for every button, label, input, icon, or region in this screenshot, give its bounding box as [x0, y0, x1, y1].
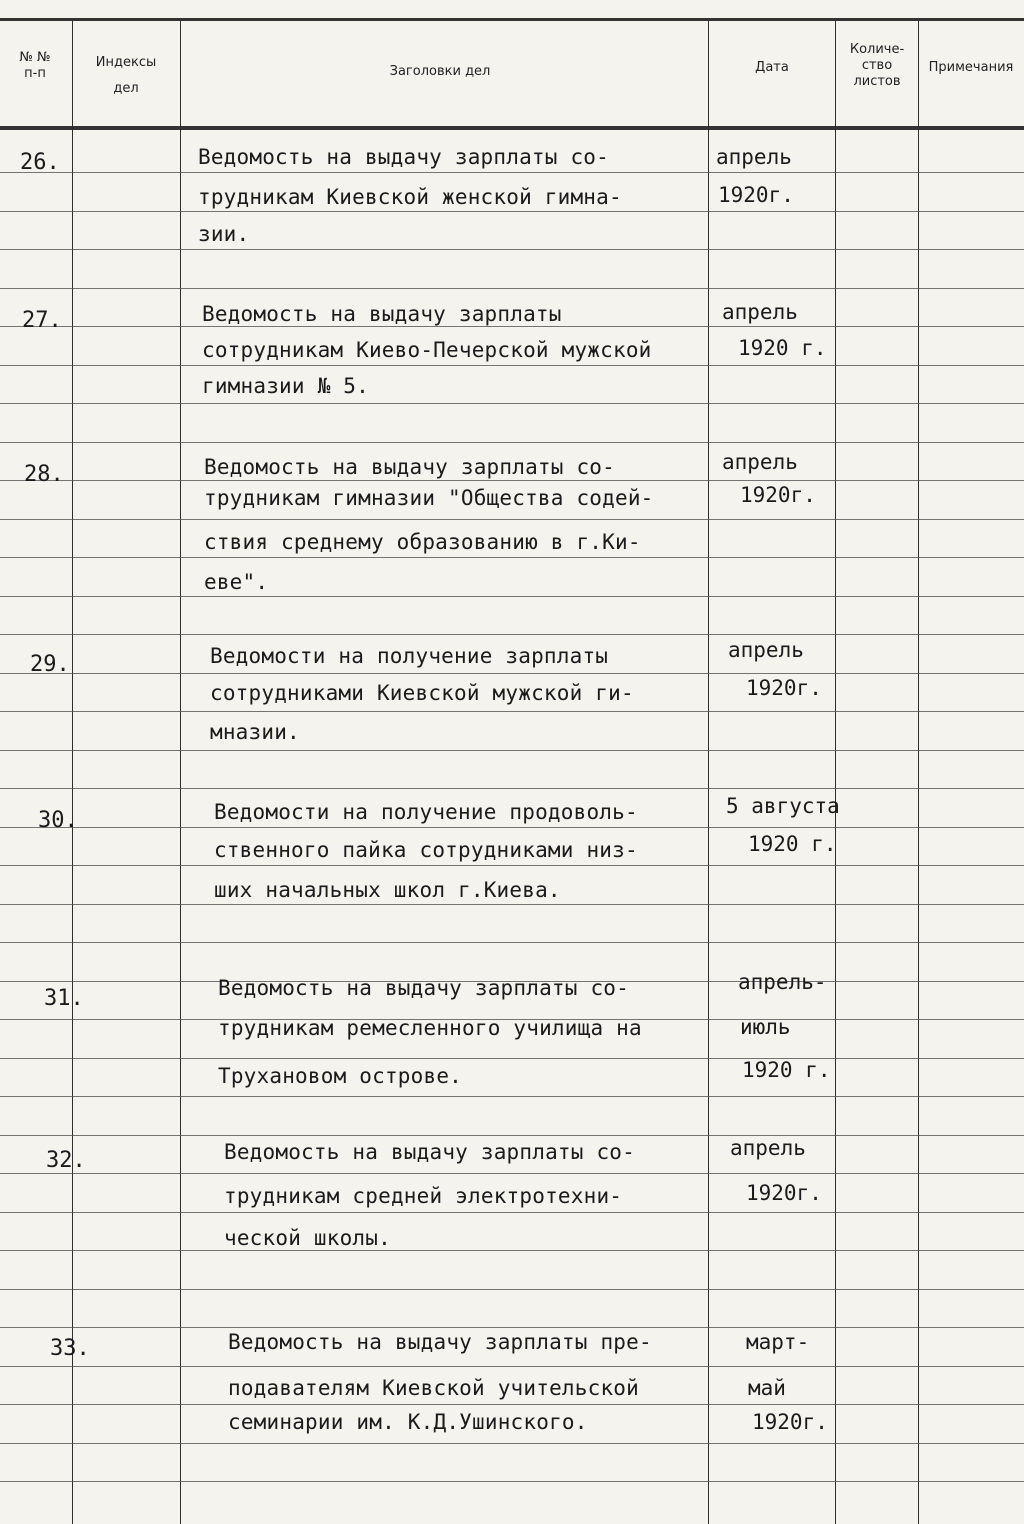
- ruled-line: [0, 288, 1024, 289]
- entry-number: 29.: [30, 652, 70, 677]
- entry-date-line: 1920г.: [740, 483, 816, 507]
- entry-date-line: апрель: [716, 145, 792, 169]
- header-notes: Примечания: [928, 60, 1014, 75]
- ruled-line: [0, 1481, 1024, 1482]
- entry-title-line: ствия среднему образованию в г.Ки-: [204, 530, 641, 554]
- ruled-line: [0, 634, 1024, 635]
- top-rule: [0, 18, 1024, 21]
- ruled-line: [0, 596, 1024, 597]
- entry-title-line: ческой школы.: [224, 1226, 391, 1250]
- entry-date-line: апрель: [728, 638, 804, 662]
- ruled-line: [0, 1135, 1024, 1136]
- entry-title-line: трудникам Киевской женской гимна-: [198, 185, 622, 209]
- entry-title-line: Ведомость на выдачу зарплаты пре-: [228, 1330, 652, 1354]
- entry-title-line: семинарии им. К.Д.Ушинского.: [228, 1410, 588, 1434]
- entry-date-line: 1920г.: [752, 1410, 828, 1434]
- ruled-line: [0, 1058, 1024, 1059]
- ruled-line: [0, 1327, 1024, 1328]
- ruled-line: [0, 750, 1024, 751]
- entry-date-line: 1920г.: [746, 1181, 822, 1205]
- entry-title-line: трудникам ремесленного училища на: [218, 1016, 642, 1040]
- header-date: Дата: [755, 60, 789, 75]
- col-divider-2: [180, 20, 181, 1524]
- ruled-line: [0, 1173, 1024, 1174]
- entry-date-line: апрель: [722, 300, 798, 324]
- entry-number: 31.: [44, 986, 84, 1011]
- col-divider-1: [72, 20, 73, 1524]
- ruled-line: [0, 942, 1024, 943]
- entry-title-line: Ведомость на выдачу зарплаты со-: [218, 976, 629, 1000]
- entry-title-line: мназии.: [210, 720, 300, 744]
- entry-date-line: апрель: [730, 1136, 806, 1160]
- ruled-line: [0, 788, 1024, 789]
- col-divider-5: [918, 20, 919, 1524]
- entry-number: 28.: [24, 462, 64, 487]
- header-index: Индексы дел: [95, 55, 157, 96]
- entry-date-line: 1920г.: [746, 676, 822, 700]
- ruled-line: [0, 1212, 1024, 1213]
- ruled-line: [0, 711, 1024, 712]
- entry-title-line: зии.: [198, 222, 250, 246]
- entry-number: 27.: [22, 308, 62, 333]
- entry-number: 26.: [20, 150, 60, 175]
- entry-number: 33.: [50, 1336, 90, 1361]
- entry-date-line: 1920 г.: [742, 1058, 831, 1082]
- ruled-line: [0, 827, 1024, 828]
- ruled-line: [0, 1366, 1024, 1367]
- header-title: Заголовки дел: [389, 64, 491, 79]
- ruled-line: [0, 1443, 1024, 1444]
- entry-date-line: май: [748, 1376, 786, 1400]
- entry-title-line: гимназии № 5.: [202, 374, 369, 398]
- entry-date-line: март-: [746, 1330, 810, 1354]
- ruled-line: [0, 673, 1024, 674]
- entry-title-line: трудникам средней электротехни-: [224, 1184, 623, 1208]
- ruled-line: [0, 865, 1024, 866]
- header-number: № № п-п: [19, 50, 51, 81]
- col-divider-3: [708, 20, 709, 1524]
- col-divider-4: [835, 20, 836, 1524]
- entry-date-line: 1920 г.: [748, 832, 837, 856]
- entry-date-line: июль: [740, 1015, 791, 1039]
- ruled-line: [0, 442, 1024, 443]
- entry-title-line: еве".: [204, 570, 269, 594]
- entry-title-line: Ведомость на выдачу зарплаты со-: [224, 1140, 635, 1164]
- entry-date-line: апрель-: [738, 970, 827, 994]
- ruled-line: [0, 211, 1024, 212]
- header-bottom-rule: [0, 126, 1024, 130]
- entry-title-line: Ведомость на выдачу зарплаты: [202, 302, 562, 326]
- entry-title-line: подавателям Киевской учительской: [228, 1376, 639, 1400]
- ruled-line: [0, 480, 1024, 481]
- ruled-line: [0, 1096, 1024, 1097]
- entry-number: 32.: [46, 1148, 86, 1173]
- ruled-line: [0, 557, 1024, 558]
- ruled-line: [0, 1289, 1024, 1290]
- ruled-line: [0, 1250, 1024, 1251]
- ruled-line: [0, 365, 1024, 366]
- entry-title-line: Ведомость на выдачу зарплаты со-: [198, 145, 609, 169]
- ruled-line: [0, 249, 1024, 250]
- entry-title-line: Ведомость на выдачу зарплаты со-: [204, 455, 615, 479]
- ruled-line: [0, 1404, 1024, 1405]
- entry-date-line: апрель: [722, 450, 798, 474]
- entry-title-line: сотрудниками Киевской мужской ги-: [210, 681, 634, 705]
- entry-date-line: 1920г.: [718, 183, 794, 207]
- ruled-line: [0, 326, 1024, 327]
- entry-title-line: ших начальных школ г.Киева.: [214, 878, 561, 902]
- entry-title-line: трудникам гимназии "Общества содей-: [204, 486, 654, 510]
- entry-title-line: сотрудникам Киево-Печерской мужской: [202, 338, 652, 362]
- entry-title-line: Ведомости на получение зарплаты: [210, 644, 609, 668]
- ruled-line: [0, 172, 1024, 173]
- entry-title-line: Ведомости на получение продоволь-: [214, 800, 638, 824]
- ruled-line: [0, 904, 1024, 905]
- ruled-line: [0, 519, 1024, 520]
- entry-title-line: ственного пайка сотрудниками низ-: [214, 838, 638, 862]
- ruled-line: [0, 403, 1024, 404]
- header-sheets: Количе- ство листов: [849, 42, 905, 89]
- entry-number: 30.: [38, 808, 78, 833]
- entry-date-line: 1920 г.: [738, 336, 827, 360]
- entry-date-line: 5 августа: [726, 794, 840, 818]
- entry-title-line: Трухановом острове.: [218, 1064, 463, 1088]
